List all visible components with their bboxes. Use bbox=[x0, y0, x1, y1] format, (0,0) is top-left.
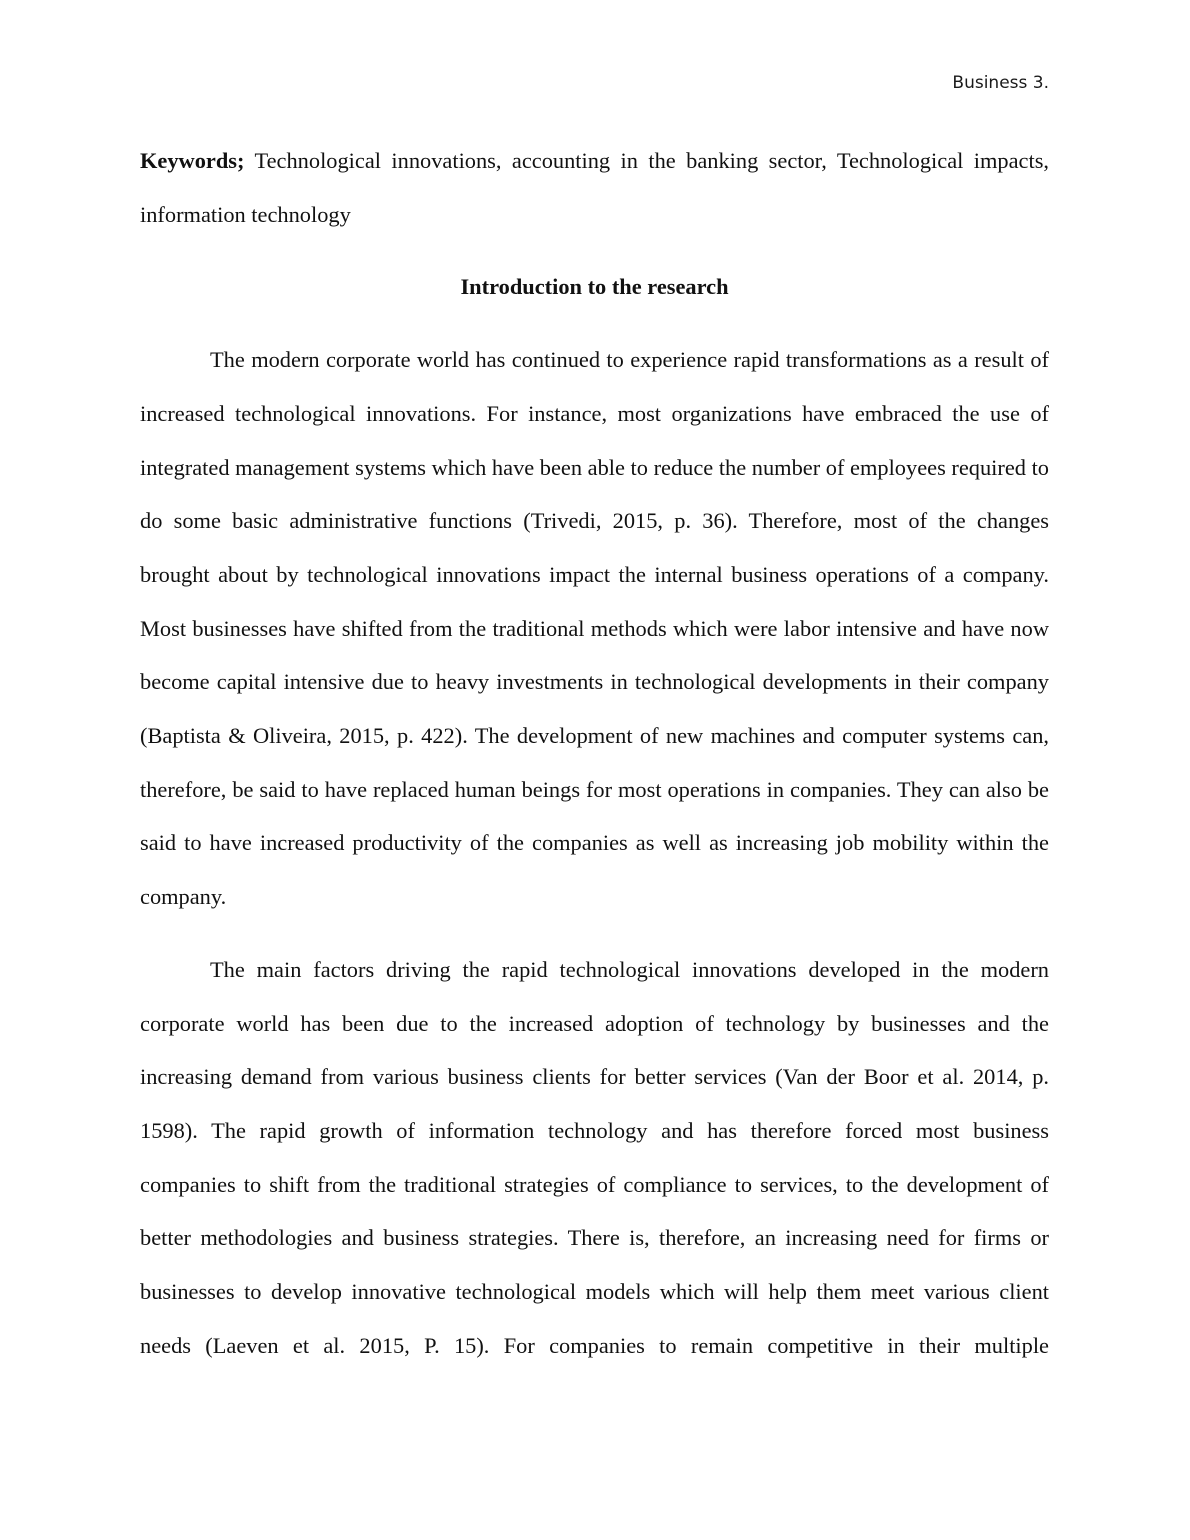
keywords-label: Keywords; bbox=[140, 148, 245, 173]
keywords-text: Technological innovations, accounting in the banking sector, Technological impacts, information technology bbox=[140, 148, 1049, 227]
document-body bbox=[140, 134, 1049, 1372]
keywords-line bbox=[140, 134, 1049, 241]
running-head: Business 3. bbox=[952, 73, 1049, 93]
paragraph: The main factors driving the rapid technological innovations developed in the modern corporate world has been due to the increased adoption of technology by businesses and the increasing demand from various business clients for better services (Van der Boor et al. 2014, p. 1598). The rapid growth of information technology and has therefore forced most business companies to shift from the traditional strategies of compliance to services, to the development of better methodologies and business strategies. There is, therefore, an increasing need for firms or businesses to develop innovative technological models which will help them meet various client needs (Laeven et al. 2015, P. 15). For companies to remain competitive in their multiple bbox=[140, 956, 1049, 1358]
section-title: Introduction to the research bbox=[460, 274, 729, 300]
paragraph: The modern corporate world has continued to experience rapid transformations as a result of increased technological innovations. For instance, most organizations have embraced the use of integrated management systems which have been able to reduce the number of employees required to do some basic administrative functions (Trivedi, 2015, p. 36). Therefore, most of the changes brought about by technological innovations impact the internal business operations of a company. Most businesses have shifted from the traditional methods which were labor intensive and have now become capital intensive due to heavy investments in technological developments in their company (Baptista & Oliveira, 2015, p. 422). The development of new machines and computer systems can, therefore, be said to have replaced human beings for most operations in companies. They can also be said to have increased productivity of the companies as well as increasing job mobility within the company. bbox=[140, 347, 1049, 910]
